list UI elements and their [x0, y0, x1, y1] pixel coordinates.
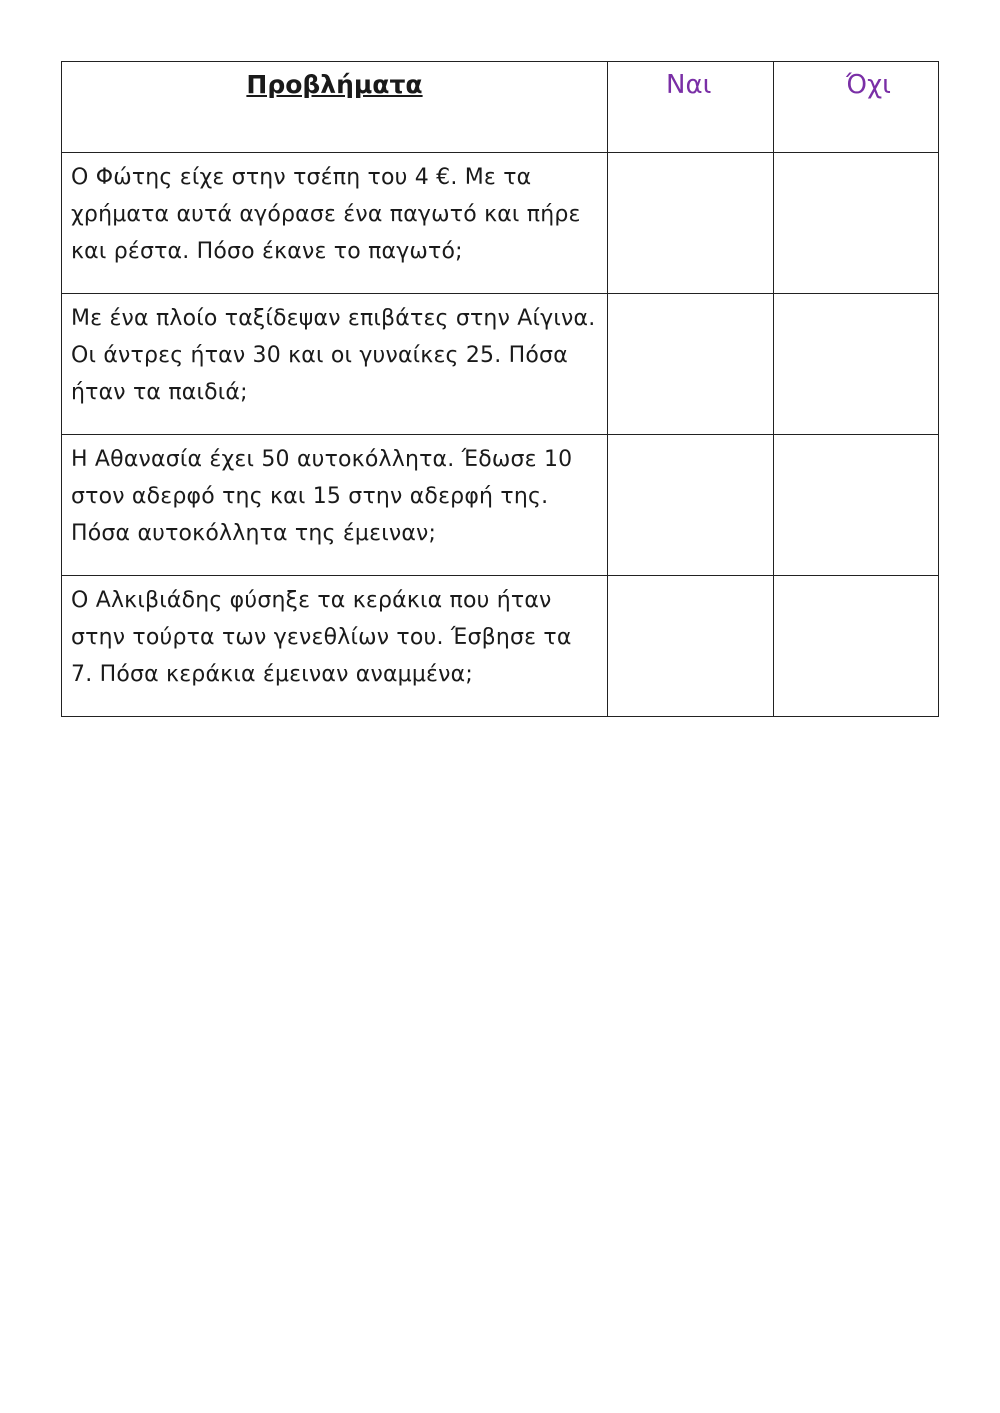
yes-header: Ναι	[666, 70, 712, 100]
table-row	[62, 435, 939, 576]
yes-answer-cell[interactable]	[608, 153, 774, 294]
problems-table	[61, 61, 939, 717]
no-header-cell	[774, 62, 939, 153]
problem-text: Η Αθανασία έχει 50 αυτοκόλλητα. Έδωσε 10 στον αδερφό της και 15 στην αδερφή της. Πόσα αυτοκόλλητα της έμειναν;	[62, 435, 608, 576]
no-header: Όχι	[846, 70, 891, 100]
table-row	[62, 576, 939, 717]
yes-header-cell	[608, 62, 774, 153]
yes-answer-cell[interactable]	[608, 576, 774, 717]
table-row	[62, 153, 939, 294]
table-row	[62, 294, 939, 435]
yes-answer-cell[interactable]	[608, 435, 774, 576]
no-answer-cell[interactable]	[774, 576, 939, 717]
header-row	[62, 62, 939, 153]
yes-answer-cell[interactable]	[608, 294, 774, 435]
no-answer-cell[interactable]	[774, 153, 939, 294]
no-answer-cell[interactable]	[774, 294, 939, 435]
problem-text: Ο Αλκιβιάδης φύσηξε τα κεράκια που ήταν στην τούρτα των γενεθλίων του. Έσβησε τα 7. Πόσα κεράκια έμειναν αναμμένα;	[62, 576, 608, 717]
problems-header: Προβλήματα	[246, 70, 423, 99]
problems-header-cell	[62, 62, 608, 153]
problem-text: Ο Φώτης είχε στην τσέπη του 4 €. Με τα χρήματα αυτά αγόρασε ένα παγωτό και πήρε και ρέστα. Πόσο έκανε το παγωτό;	[62, 153, 608, 294]
no-answer-cell[interactable]	[774, 435, 939, 576]
problem-text: Με ένα πλοίο ταξίδεψαν επιβάτες στην Αίγινα. Οι άντρες ήταν 30 και οι γυναίκες 25. Πόσα ήταν τα παιδιά;	[62, 294, 608, 435]
